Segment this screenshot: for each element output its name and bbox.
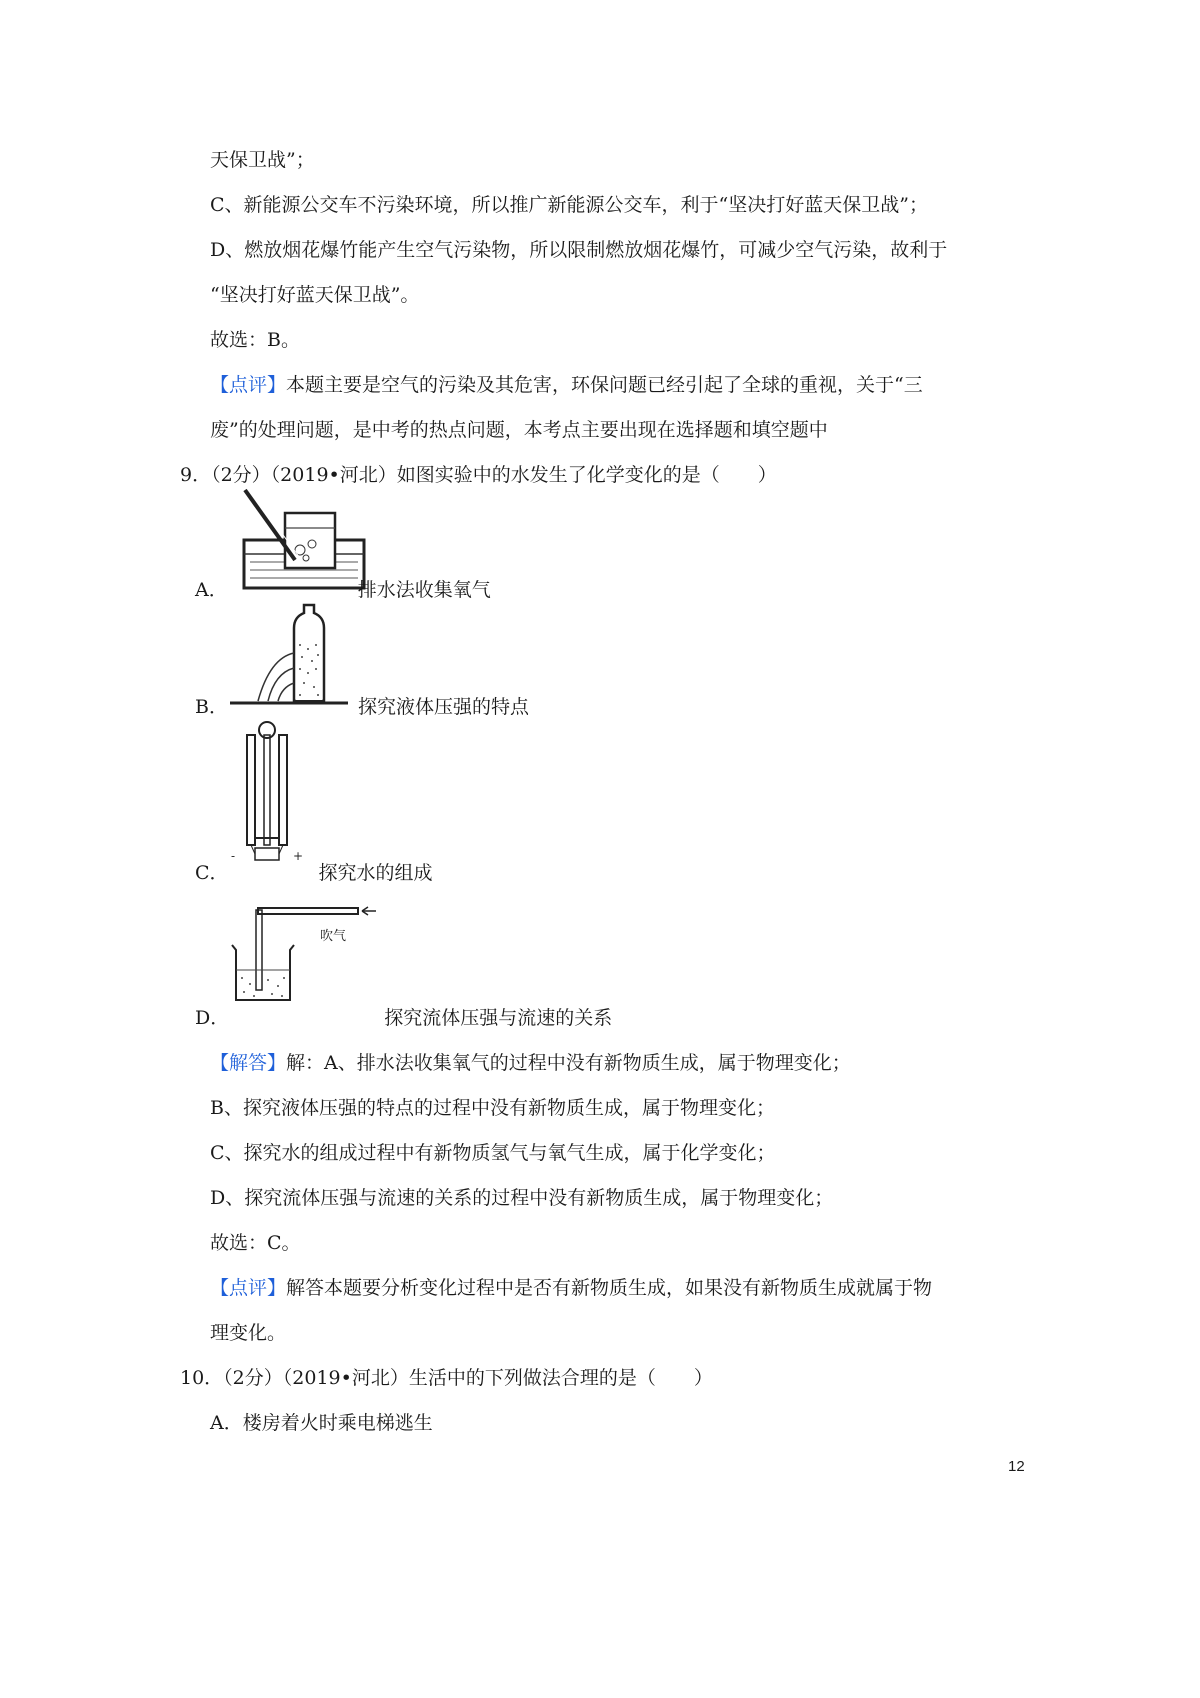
q9-choice: 故选：C。 (210, 1232, 301, 1254)
option-a-text: 排水法收集氧气 (357, 579, 491, 601)
option-d-letter: D． (195, 1007, 230, 1029)
q9-review-line-2: 理变化。 (210, 1322, 287, 1344)
svg-text:+: + (293, 849, 304, 863)
q9-answer (210, 1048, 851, 1075)
option-d-text: 探究流体压强与流速的关系 (384, 1007, 613, 1029)
review-tag: 【点评】 (210, 1277, 287, 1299)
page-number: 12 (1008, 1458, 1025, 1475)
review-text: 解答本题要分析变化过程中是否有新物质生成，如果没有新物质生成就属于物 (286, 1277, 933, 1299)
answer-tag: 【解答】 (210, 1052, 287, 1074)
q10-option-a: A．楼房着火时乘电梯逃生 (210, 1412, 433, 1434)
prev-line-3: D、燃放烟花爆竹能产生空气污染物，所以限制燃放烟花爆竹，可减少空气污染，故利于 (210, 239, 948, 261)
option-a-letter: A． (195, 579, 228, 601)
q9-option-a (195, 575, 491, 602)
review-text: 本题主要是空气的污染及其危害，环保问题已经引起了全球的重视，关于“三 (286, 374, 923, 396)
prev-line-1: 天保卫战”； (210, 149, 315, 171)
prev-choice: 故选：B。 (210, 329, 300, 351)
figure-c-electrolysis (225, 720, 310, 870)
q9-option-c (195, 858, 433, 885)
q9-option-d (195, 1003, 612, 1030)
q9-option-b (195, 692, 529, 719)
q9-answer-line-3: C、探究水的组成过程中有新物质氢气与氧气生成，属于化学变化； (210, 1142, 776, 1164)
answer-line-1: 解：A、排水法收集氧气的过程中没有新物质生成，属于物理变化； (286, 1052, 851, 1074)
figure-d-flow-pressure (228, 900, 378, 1010)
figure-d-blow-label: 吹气 (320, 929, 347, 944)
prev-review-line-2: 废”的处理问题，是中考的热点问题，本考点主要出现在选择题和填空题中 (210, 419, 828, 441)
review-tag: 【点评】 (210, 374, 287, 396)
prev-review (210, 370, 923, 397)
q9-stem: 9．（2分）（2019•河北）如图实验中的水发生了化学变化的是（ ） (180, 464, 777, 486)
q10-stem: 10．（2分）（2019•河北）生活中的下列做法合理的是（ ） (180, 1367, 713, 1389)
q9-answer-line-2: B、探究液体压强的特点的过程中没有新物质生成，属于物理变化； (210, 1097, 775, 1119)
option-c-text: 探究水的组成 (318, 862, 433, 884)
q9-answer-line-4: D、探究流体压强与流速的关系的过程中没有新物质生成，属于物理变化； (210, 1187, 834, 1209)
option-c-letter: C． (195, 862, 229, 884)
option-b-text: 探究液体压强的特点 (357, 696, 529, 718)
q9-review (210, 1273, 932, 1300)
prev-line-4: “坚决打好蓝天保卫战”。 (210, 284, 420, 306)
option-b-letter: B． (195, 696, 228, 718)
svg-text:-: - (231, 849, 236, 863)
prev-line-2: C、新能源公交车不污染环境，所以推广新能源公交车，利于“坚决打好蓝天保卫战”； (210, 194, 928, 216)
